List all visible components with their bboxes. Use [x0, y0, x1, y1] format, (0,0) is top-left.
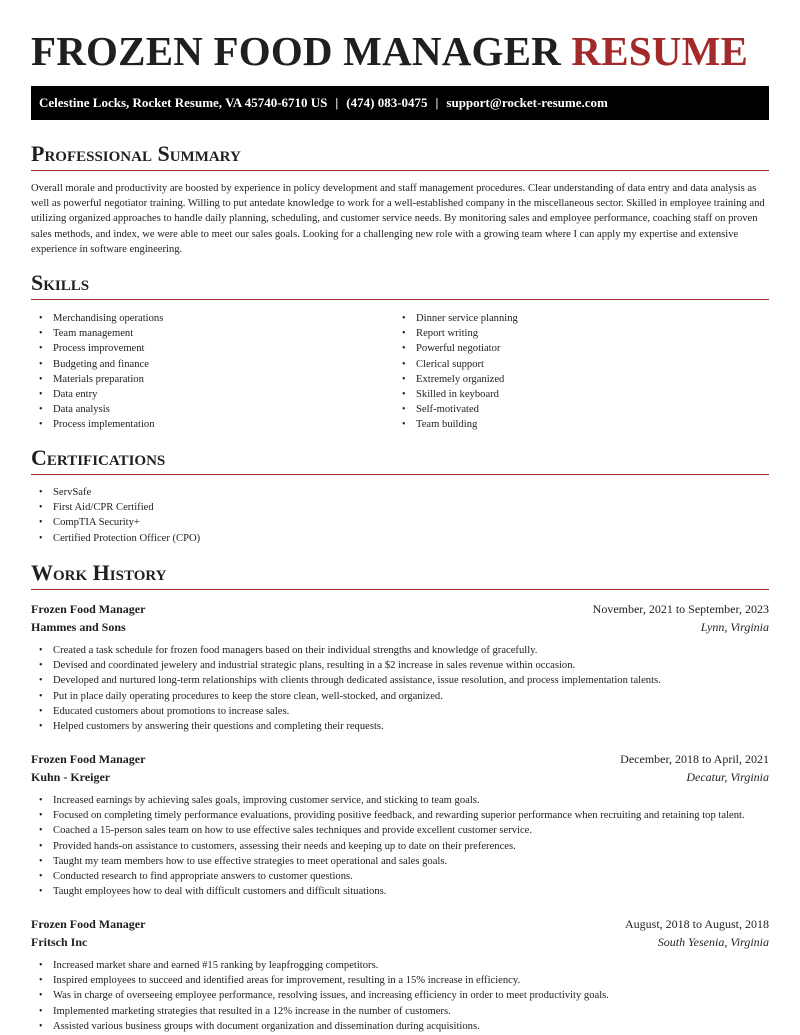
job-entry — [31, 750, 769, 899]
job-bullet: • Assisted various business groups with document organization and dissemination during acquisitions. — [31, 1019, 769, 1034]
summary-heading: Professional Summary — [31, 141, 769, 171]
skill-item: • Team building — [394, 417, 518, 432]
skill-item: • Data entry — [31, 387, 163, 402]
job-location: South Yesenia, Virginia — [657, 935, 769, 949]
job-location: Lynn, Virginia — [700, 620, 769, 634]
job-role: Frozen Food Manager — [31, 752, 146, 766]
job-bullet: • Taught my team members how to use effective strategies to meet operational and sales goals. — [31, 854, 769, 869]
job-dates: December, 2018 to April, 2021 — [620, 752, 769, 766]
job-bullet: • Helped customers by answering their questions and completing their requests. — [31, 719, 769, 734]
job-company: Fritsch Inc — [31, 935, 88, 949]
skill-item: • Process implementation — [31, 417, 163, 432]
job-bullet: • Coached a 15-person sales team on how to use effective sales techniques and provide excellent customer service. — [31, 823, 769, 838]
job-role: Frozen Food Manager — [31, 602, 146, 616]
job-bullet: • Implemented marketing strategies that resulted in a 12% increase in the number of customers. — [31, 1004, 769, 1019]
certifications-list — [31, 485, 200, 546]
job-bullet: • Increased earnings by achieving sales goals, improving customer service, and sticking to team goals. — [31, 793, 769, 808]
certification-item: • ServSafe — [31, 485, 200, 500]
summary-text: Overall morale and productivity are boosted by experience in policy development and staff management procedures. Clear understanding of data entry and data analysis as well as powerful negotiator training. Willing to put antedate knowledge to work for a well-established company in the miscellaneous sector. Skilled in employee training and utilizing organized approaches to handle daily planning, scheduling, and customer service needs. By monitoring sales and employee performance, coaching staff on proven sales methods, and index, we were able to meet our sales goals. Looking for a challenging new role with a growing team where I can apply my expertise and extensive experience in software engineering. — [31, 183, 765, 255]
skill-item: • Dinner service planning — [394, 311, 518, 326]
job-bullet: • Was in charge of overseeing employee performance, resolving issues, and increasing efficiency in order to meet productivity goals. — [31, 988, 769, 1003]
skill-item: • Self-motivated — [394, 402, 518, 417]
skill-item: • Budgeting and finance — [31, 357, 163, 372]
skill-item: • Report writing — [394, 326, 518, 341]
skills-heading: Skills — [31, 270, 769, 300]
job-bullet: • Focused on completing timely performance evaluations, providing positive feedback, and rewarding superior performance when recruiting and retaining top talent. — [31, 808, 769, 823]
job-bullet: • Increased market share and earned #15 ranking by leapfrogging competitors. — [31, 958, 769, 973]
job-bullet: • Taught employees how to deal with difficult customers and difficult situations. — [31, 884, 769, 899]
skill-item: • Skilled in keyboard — [394, 387, 518, 402]
certifications-heading: Certifications — [31, 445, 769, 475]
job-dates: November, 2021 to September, 2023 — [592, 602, 769, 616]
skill-item: • Extremely organized — [394, 372, 518, 387]
skill-item: • Powerful negotiator — [394, 341, 518, 356]
contact-email[interactable]: support@rocket-resume.com — [446, 95, 608, 110]
contact-bar — [31, 86, 769, 120]
job-company: Hammes and Sons — [31, 620, 126, 634]
skills-left-column — [31, 311, 163, 433]
job-dates: August, 2018 to August, 2018 — [624, 917, 769, 931]
job-bullet: • Educated customers about promotions to increase sales. — [31, 704, 769, 719]
skill-item: • Materials preparation — [31, 372, 163, 387]
job-bullet: • Devised and coordinated jewelery and industrial strategic plans, resulting in a $2 increase in sales revenue within occasion. — [31, 658, 769, 673]
certification-item: • Certified Protection Officer (CPO) — [31, 531, 200, 546]
job-entry — [31, 915, 769, 1034]
job-company: Kuhn - Kreiger — [31, 770, 111, 784]
skill-item: • Process improvement — [31, 341, 163, 356]
work-history-heading: Work History — [31, 560, 769, 590]
job-location: Decatur, Virginia — [686, 770, 769, 784]
job-bullet: • Inspired employees to succeed and identified areas for improvement, resulting in a 15% increase in efficiency. — [31, 973, 769, 988]
title-accent: RESUME — [571, 28, 749, 74]
job-bullet: • Provided hands-on assistance to customers, assessing their needs and keeping up to date on their preferences. — [31, 839, 769, 854]
contact-address: Celestine Locks, Rocket Resume, VA 45740-6710 US — [39, 95, 328, 110]
skill-item: • Data analysis — [31, 402, 163, 417]
skill-item: • Clerical support — [394, 357, 518, 372]
skill-item: • Team management — [31, 326, 163, 341]
contact-phone[interactable]: (474) 083-0475 — [346, 95, 428, 110]
title-main: FROZEN FOOD MANAGER — [31, 28, 561, 74]
contact-separator: | — [335, 95, 339, 110]
job-bullet: • Created a task schedule for frozen food managers based on their individual strengths and knowledge of gracefully. — [31, 643, 769, 658]
job-bullet: • Developed and nurtured long-term relationships with clients through dedicated assistance, issue resolution, and process implementation talents. — [31, 673, 769, 688]
job-role: Frozen Food Manager — [31, 917, 146, 931]
skills-right-column — [394, 311, 518, 433]
skill-item: • Merchandising operations — [31, 311, 163, 326]
job-entry — [31, 600, 769, 734]
job-bullet: • Conducted research to find appropriate answers to customer questions. — [31, 869, 769, 884]
contact-separator: | — [435, 95, 439, 110]
certification-item: • CompTIA Security+ — [31, 515, 200, 530]
job-bullet: • Put in place daily operating procedures to keep the store clean, well-stocked, and organized. — [31, 689, 769, 704]
resume-title — [31, 28, 748, 74]
certification-item: • First Aid/CPR Certified — [31, 500, 200, 515]
